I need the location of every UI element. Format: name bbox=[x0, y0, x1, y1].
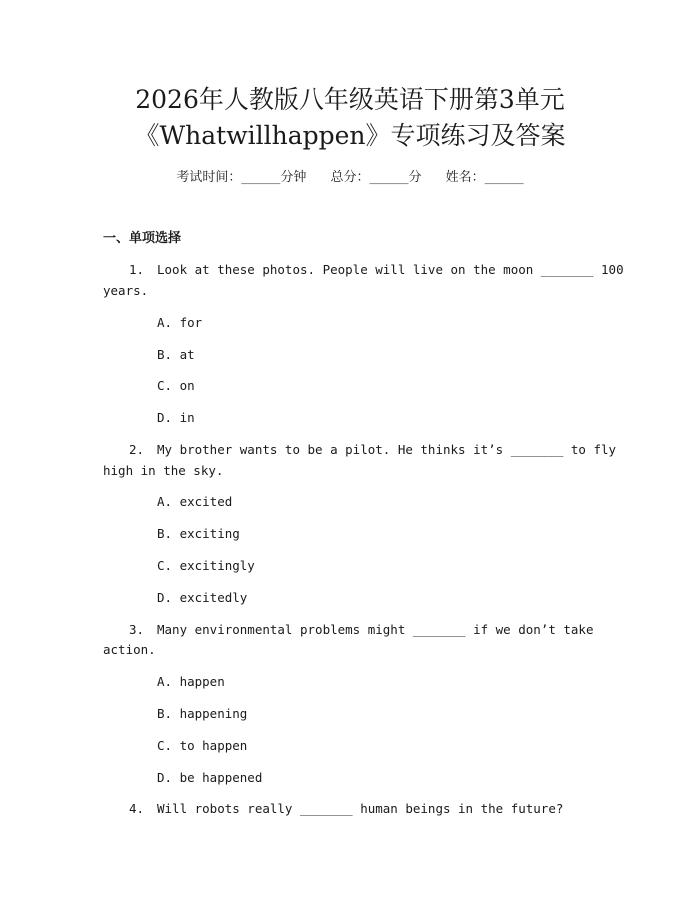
question-3-option-b: B. happening bbox=[157, 706, 248, 721]
question-2-text-line-2: high in the sky. bbox=[103, 463, 224, 478]
question-2-text-line-1: My brother wants to be a pilot. He thinks it’s _______ to fly bbox=[157, 442, 617, 457]
question-1-number: 1. bbox=[129, 262, 145, 277]
question-2-option-c: C. excitingly bbox=[157, 558, 255, 573]
question-1-option-c: C. on bbox=[157, 378, 195, 393]
question-3-option-c: C. to happen bbox=[157, 738, 248, 753]
total-score-unit: 分 bbox=[408, 170, 422, 185]
question-1-option-b: B. at bbox=[157, 347, 195, 362]
exam-time-unit: 分钟 bbox=[280, 170, 307, 185]
question-2-number: 2. bbox=[129, 442, 145, 457]
exam-time-field bbox=[176, 170, 306, 185]
question-3-option-a: A. happen bbox=[157, 674, 225, 689]
question-3-text-line-1: Many environmental problems might _______ if we don’t take bbox=[157, 622, 594, 637]
total-score-blank: ______ bbox=[369, 170, 409, 185]
question-1-option-d: D. in bbox=[157, 410, 195, 425]
document-title-line-2: 《Whatwillhappen》专项练习及答案 bbox=[134, 121, 566, 150]
question-1-text-line-1: Look at these photos. People will live on the moon _______ 100 bbox=[157, 262, 624, 277]
question-3-text-line-2: action. bbox=[103, 642, 156, 657]
question-2-option-d: D. excitedly bbox=[157, 590, 248, 605]
question-4-stem bbox=[129, 800, 563, 818]
question-2-option-a: A. excited bbox=[157, 494, 233, 509]
question-3-stem bbox=[129, 621, 594, 639]
exam-info-row bbox=[0, 169, 700, 187]
document-title-line-1: 2026年人教版八年级英语下册第3单元 bbox=[135, 85, 565, 114]
student-name-field bbox=[446, 170, 524, 185]
student-name-label: 姓名： bbox=[445, 170, 485, 185]
exam-time-label: 考试时间： bbox=[176, 170, 242, 185]
question-1-option-a: A. for bbox=[157, 315, 203, 330]
question-2-option-b: B. exciting bbox=[157, 526, 240, 541]
student-name-blank: ______ bbox=[484, 170, 524, 185]
question-3-option-d: D. be happened bbox=[157, 770, 263, 785]
total-score-field bbox=[330, 170, 421, 185]
question-3-number: 3. bbox=[129, 622, 145, 637]
question-1-stem bbox=[129, 261, 624, 279]
total-score-label: 总分： bbox=[330, 170, 370, 185]
question-4-number: 4. bbox=[129, 801, 145, 816]
exam-time-blank: ______ bbox=[241, 170, 281, 185]
question-1-text-line-2: years. bbox=[103, 283, 149, 298]
question-4-text-line-1: Will robots really _______ human beings in the future? bbox=[157, 801, 564, 816]
section-title: 一、单项选择 bbox=[103, 231, 182, 246]
question-2-stem bbox=[129, 441, 616, 459]
